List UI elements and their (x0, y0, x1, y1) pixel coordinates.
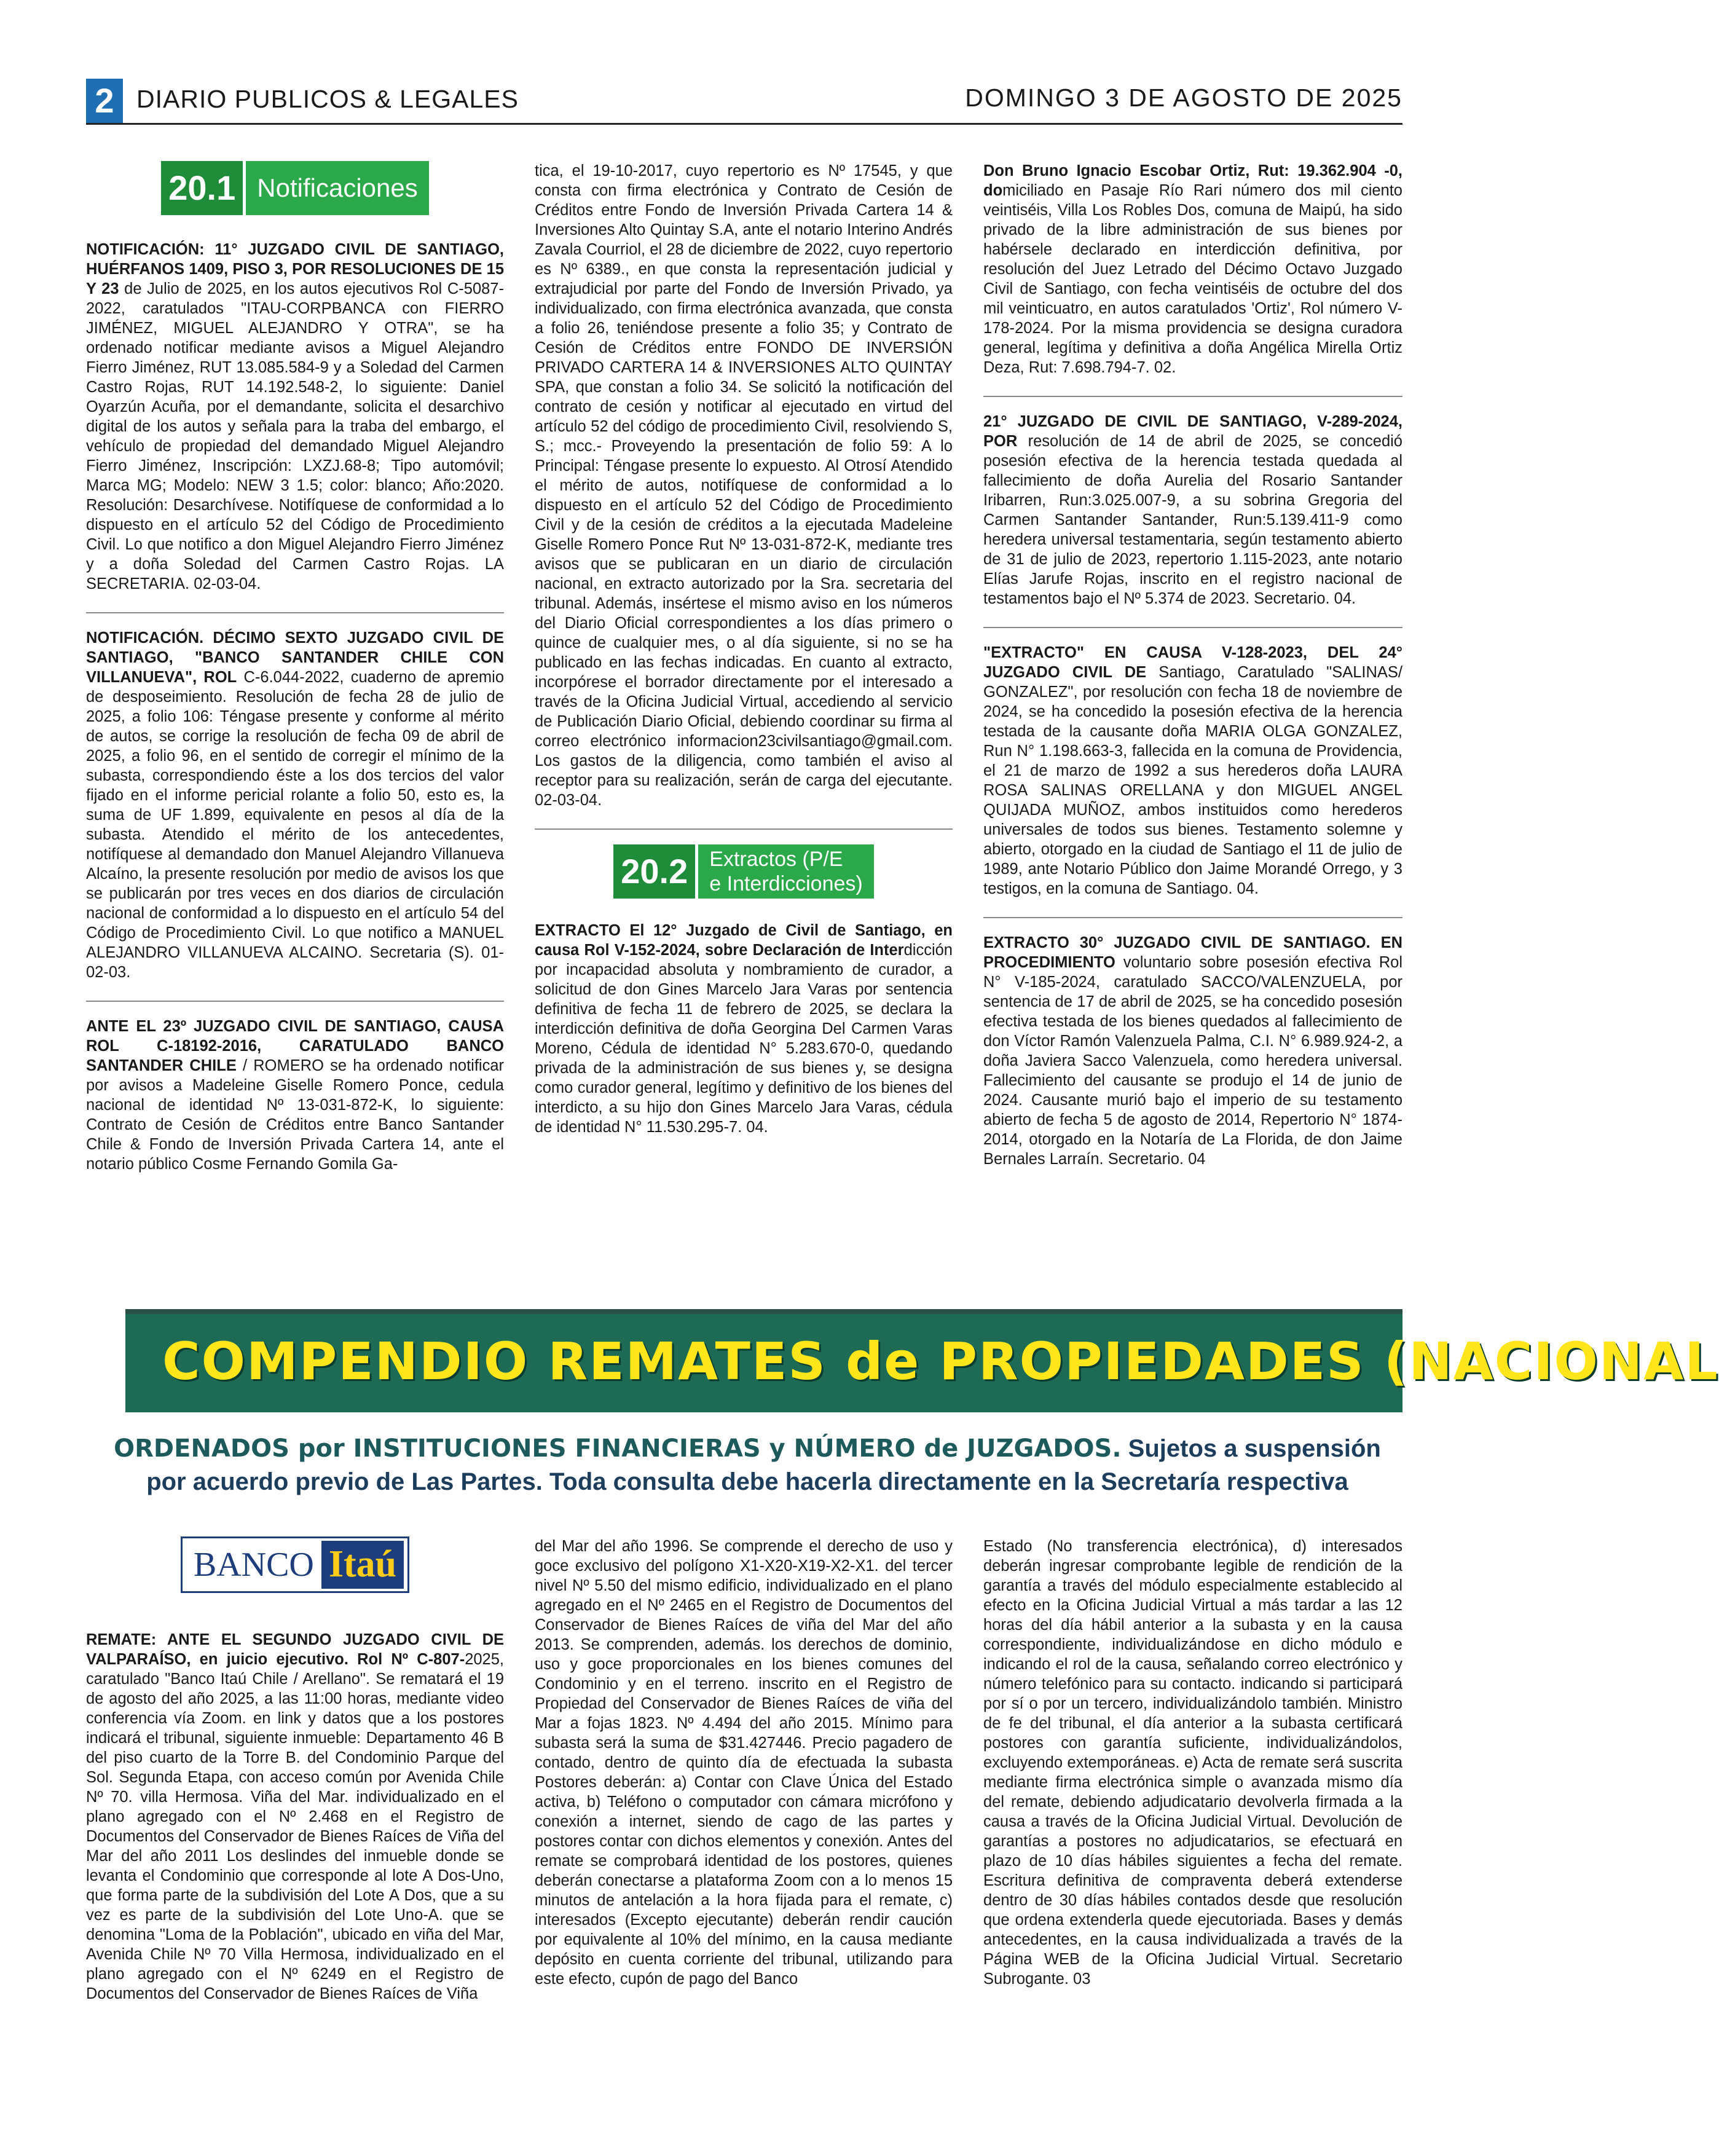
section-title: Notificaciones (243, 161, 428, 215)
page-number: 2 (86, 79, 123, 123)
notice-item (983, 643, 1402, 899)
column-5 (535, 1536, 953, 2007)
logo-frame (181, 1536, 409, 1593)
notice-heading: NOTIFICACIÓN. DÉCIMO SEXTO JUZGADO CIVIL DE SANTIAGO, "BANCO SANTANDER CHILE CON VILLANUEVA", ROL (86, 629, 504, 686)
divider (86, 1001, 504, 1002)
notice-heading: EXTRACTO El 12° Juzgado de Civil de Santiago, en causa Rol V-152-2024, sobre Declaración de Inter (535, 922, 953, 959)
notice-item (983, 412, 1402, 608)
section-badge-20-2 (535, 844, 953, 899)
notice-body: resolución de 14 de abril de 2025, se concedió posesión efectiva de la herencia testada quedada al fallecimiento de doña Aurelia del Rosario Santander Iribarren, Run:3.025.007-9, a su sobrina Gregoria del Carmen Santander Santander, Run:5.139.411-9 como heredera universal testamentaria, según testamento abierto de 31 de julio de 2023, repertorio 1.115-2023, ante notario Elías Jarufe Rojas, inscrito en el registro nacional de testamentos bajo el Nº 5.374 de 2023. Secretario. 04. (983, 433, 1402, 607)
column-1 (86, 161, 504, 1192)
header-rule (86, 123, 1402, 125)
notice-item (983, 161, 1402, 377)
notice-item (86, 240, 504, 594)
notice-heading: REMATE: ANTE EL SEGUNDO JUZGADO CIVIL DE VALPARAÍSO, en juicio ejecutivo. Rol Nº C-807- (86, 1631, 504, 1668)
notice-heading: EXTRACTO 30° JUZGADO CIVIL DE SANTIAGO. EN PROCEDIMIENTO (983, 934, 1402, 971)
notice-heading: 21° JUZGADO DE CIVIL DE SANTIAGO, V-289-2024, POR (983, 413, 1402, 450)
notice-body: C-6.044-2022, cuaderno de apremio de desposeimiento. Resolución de fecha 28 de julio de 2025, a folio 106: Téngase presente y conforme al mérito de autos, se corrige la resolución de fecha 09 de abril de 2025, a folio 96, en el sentido de corregir el mínimo de la subasta, correspondiendo éste a los dos tercios del valor fijado en el informe pericial rolante a folio 50, esto es, la suma de UF 1.899, equivalente en pesos al día de la subasta. Atendido el mérito de los antecedentes, notifíquese al demandado don Manuel Alejandro Villanueva Alcaíno, la presente resolución por medio de avisos los que se publicarán por tres veces en dos diarios de circulación nacional de conformidad a lo dispuesto en el artículo 54 del Código de Procedimiento Civil. Lo que notifico a MANUEL ALEJANDRO VILLANUEVA ALCAINO. Secretaria (S). 01-02-03. (86, 669, 505, 981)
column-4 (86, 1536, 504, 2022)
logo-word: BANCO (193, 1545, 314, 1584)
notice-body: 2025, caratulado "Banco Itaú Chile / Arellano". Se rematará el 19 de agosto del año 2025, a las 11:00 horas, mediante video conferencia vía Zoom. en link y datos que a los postores indicará el tribunal, siguiente inmueble: Departamento 46 B del piso cuarto de la Torre B. del Condominio Parque del Sol. Segunda Etapa, con acceso común por Avenida Chile Nº 70. villa Hermosa. Viña del Mar. individualizado en el plano agregado con el Nº 2.468 en el Registro de Documentos del Conservador de Bienes Raíces de Viña del Mar del año 2011 Los deslindes del inmueble donde se levanta el Condominio que corresponde al lote A Dos-Uno, que forma parte de la subdivisión del Lote A Dos, que a su vez es parte de la subdivisión del Lote Uno-A. que se denomina "Loma de la Población", ubicado en viña del Mar, Avenida Chile Nº 70 Villa Hermosa, individualizado en el plano agregado con el Nº 6249 en el Registro de Documentos del Conservador de Bienes Raíces de Viña (86, 1650, 504, 2002)
divider (86, 612, 504, 613)
notice-item (535, 921, 953, 1137)
publication-date: DOMINGO 3 DE AGOSTO DE 2025 (965, 84, 1402, 112)
notice-body: miciliado en Pasaje Río Rari número dos mil ciento veintiséis, Villa Los Robles Dos, comuna de Maipú, ha sido privado de la libre administración de sus bienes por habérsele declarado en interdicción definitiva, por resolución del Juez Letrado del Décimo Octavo Juzgado Civil de Santiago, con fecha veintiséis de octubre del dos mil veinticuatro, en autos caratulados 'Ortiz', Rol número V-178-2024. Por la misma providencia se designa curadora general, legítima y definitiva a doña Angélica Mirella Ortiz Deza, Rut: 7.698.794-7. 02. (983, 182, 1402, 376)
divider (535, 828, 953, 830)
column-6 (983, 1536, 1402, 2007)
divider (983, 917, 1402, 918)
column-3 (983, 161, 1402, 1187)
notice-body: de Julio de 2025, en los autos ejecutivos Rol C-5087- 2022, caratulados "ITAU-CORPBANCA con FIERRO JIMÉNEZ, MIGUEL ALEJANDRO Y OTRA", se ha ordenado notificar mediante avisos a Miguel Alejandro Fierro Jiménez, RUT 13.085.584-9 y a Soledad del Carmen Castro Rojas, RUT 14.192.548-2, lo siguiente: Daniel Oyarzún Acuña, por el demandante, solicita el desarchivo digital de los autos y señala para la traba del embargo, el vehículo de propiedad del demandado Miguel Alejandro Fierro Jiménez, Inscripción: LXZJ.68-8; Tipo automóvil; Marca MG; Modelo: NEW 3 1.5; color: blanco; Año:2020. Resolución: Desarchívese. Notifíquese de conformidad a lo dispuesto en el artículo 52 del Código de Procedimiento Civil. Lo que notifico a don Miguel Alejandro Fierro Jiménez y a doña Soledad del Carmen Castro Rojas. LA SECRETARIA. 02-03-04. (86, 280, 504, 592)
compendio-subtitle (92, 1432, 1402, 1498)
notice-heading: ANTE EL 23º JUZGADO CIVIL DE SANTIAGO, CAUSA ROL C-18192-2016, CARATULADO BANCO SANTANDER CHILE (86, 1018, 504, 1074)
compendio-subtitle-lead: ORDENADOS por INSTITUCIONES FINANCIERAS y NÚMERO de JUZGADOS. (114, 1434, 1122, 1463)
section-number: 20.1 (161, 161, 243, 215)
notice-item (86, 628, 504, 982)
section-title (695, 844, 873, 899)
publication-title: DIARIO PUBLICOS & LEGALES (136, 85, 519, 113)
compendio-banner (125, 1309, 1719, 1412)
auction-notice (86, 1630, 504, 2004)
notice-continuation: del Mar del año 1996. Se comprende el derecho de uso y goce exclusivo del polígono X1-X20-X19-X2-X1. del tercer nivel Nº 5.50 del mismo edificio, individualizado en el plano agregado en el Nº 2465 en el Registro de Documentos del Conservador de Bienes Raíces de viña del Mar del año 2013. Se comprenden, además. los derechos de dominio, uso y goce proporcionales en los bienes comunes del Condominio y en el terreno. inscrito en el Registro de Propiedad del Conservador de Bienes Raíces de viña del Mar a fojas 1823. Nº 4.494 del año 2015. Mínimo para subasta será la suma de $31.427446. Precio pagadero de contado, dentro de quinto día de efectuada la subasta Postores deberán: a) Contar con Clave Única del Estado activa, b) Teléfono o computador con cámara micrófono y conexión a internet, siendo de cago de las partes y postores contar con dichos elementos y conexión. Antes del remate se comprobará identidad de los postores, quienes deberán conectarse a plataforma Zoom con a lo menos 15 minutos de antelación a la hora fijada para el remate, c) interesados (Excepto ejecutante) deberán rendir caución por equivalente al 10% del mínimo, en la causa mediante depósito en cuenta corriente del tribunal, utilizando para este efecto, cupón de pago del Banco (535, 1538, 953, 1988)
notice-body: Santiago, Caratulado "SALINAS/ GONZALEZ", por resolución con fecha 18 de noviembre de 2024, se ha concedido la posesión efectiva de la herencia testada de la causante doña MARIA OLGA GONZALEZ, Run N° 1.198.663-3, fallecida en la comuna de Providencia, el 21 de marzo de 1992 a sus herederos doña LAURA ROSA SALINAS ORELLANA y don MIGUEL ANGEL QUIJADA MUÑOZ, ambos instituidos como herederos universales de todos sus bienes. Testamento solemne y abierto, otorgado en la ciudad de Santiago el 11 de julio de 1989, ante Notario Público don Jaime Morandé Orrego, y 3 testigos, en la comuna de Santiago. 04. (983, 664, 1402, 897)
logo-mark: Itaú (321, 1541, 404, 1589)
compendio-subtitle-rest: Sujetos a suspensión por acuerdo previo de Las Partes. Toda consulta debe hacerla directamente en la Secretaría respectiva (146, 1435, 1381, 1495)
notice-continuation: Estado (No transferencia electrónica), d) interesados deberán ingresar comprobante legible de rendición de la garantía a través del módulo especialmente establecido al efecto en la Oficina Judicial Virtual a más tardar a las 12 horas del día hábil anterior a la subasta y en la causa correspondiente, individualizándose en dicho módulo e indicando el rol de la causa, señalando correo electrónico y número telefónico para su contacto. indicando si participará por sí o por un tercero, individualizándolo también. Ministro de fe del tribunal, el día anterior a la subasta certificará postores con garantía suficiente, individualizándolos, excluyendo extemporáneas. e) Acta de remate será suscrita mediante firma electrónica simple o avanzada mismo día del remate, debiendo adjudicatario devolverla firmada a la causa a través de la Oficina Judicial Virtual. Devolución de garantías a postores no adjudicatarios, se efectuará en plazo de 10 días hábiles siguientes a fecha del remate. Escritura definitiva de compraventa deberá extenderse dentro de 30 días hábiles contados desde que resolución que ordena extenderla quede ejecutoriada. Bases y demás antecedentes, en la causa individualizada a través de la Página WEB de la Oficina Judicial Virtual. Secretario Subrogante. 03 (983, 1538, 1402, 1988)
notice-body: / ROMERO se ha ordenado notificar por avisos a Madeleine Giselle Romero Ponce, cedula nacional de identidad Nº 13-031-872-K, lo siguiente: Contrato de Cesión de Créditos entre Banco Santander Chile & Fondo de Inversión Privada Cartera 14, ante el notario público Cosme Fernando Gomila Ga- (86, 1057, 504, 1173)
notice-continuation: tica, el 19-10-2017, cuyo repertorio es Nº 17545, y que consta con firma electrónica y Contrato de Cesión de Créditos entre Fondo de Inversión Privada Cartera 14 & Inversiones Alto Quintay S.A, ante el notario Interino Andrés Zavala Courriol, el 28 de diciembre de 2022, cuyo repertorio es Nº 6389., en que consta la representación judicial y extrajudicial por parte del Fondo de Inversión Privado, ya individualizado, con firma electrónica avanzada, que consta a folio 26, teniéndose presente a folio 35; y Contrato de Cesión de Créditos entre FONDO DE INVERSIÓN PRIVADO CARTERA 14 & INVERSIONES ALTO QUINTAY SPA, que constan a folio 34. Se solicitó la notificación del contrato de cesión y notificar al ejecutado en virtud del artículo 52 del código de procedimiento Civil, resolviendo S, S.; mcc.- Proveyendo la presentación de folio 59: A lo Principal: Téngase presente lo expuesto. Al Otrosí Atendido el mérito de autos, notifíquese de conformidad a lo dispuesto en el artículo 52 del Código de Procedimiento Civil y de la cesión de créditos a la ejecutada Madeleine Giselle Romero Ponce Rut Nº 13-031-872-K, mediante tres avisos que se publicaran en un diario de circulación nacional, en extracto autorizado por la Sra. secretaria del tribunal. Además, insértese el mismo aviso en los números del Diario Oficial correspondientes a los días primero o quince de cualquier mes, o al día siguiente, si no se ha publicado en las fechas indicadas. En cuanto al extracto, incorpórese el borrador directamente por el interesado a través de la Oficina Judicial Virtual, accediendo al servicio de Publicación Diario Oficial, debiendo coordinar su firma al correo electrónico informacion23civilsantiago@gmail.com. Los gastos de la diligencia, como también el aviso al receptor para su realización, serán de carga del ejecutante. 02-03-04. (535, 162, 953, 809)
compendio-banner-title: COMPENDIO REMATES de PROPIEDADES (NACIONAL (162, 1331, 1719, 1391)
notice-heading: Don Bruno Ignacio Escobar Ortiz, Rut: 19.362.904 -0, do (983, 162, 1402, 199)
divider (983, 396, 1402, 397)
section-number: 20.2 (613, 844, 695, 899)
notice-body: dicción por incapacidad absoluta y nombramiento de curador, a solicitud de don Gines Marcelo Jara Varas por sentencia definitiva de fecha 11 de febrero de 2025, se declara la interdicción definitiva de doña Georgina Del Carmen Varas Moreno, Cédula de identidad N° 5.283.670-0, quedando privada de la administración de sus bienes y, se designa como curador general, legítimo y definitivo de los bienes del interdicto, a su hijo don Gines Marcelo Jara Varas, cédula de identidad N° 11.530.295-7. 04. (535, 942, 953, 1136)
notice-heading: "EXTRACTO" EN CAUSA V-128-2023, DEL 24° JUZGADO CIVIL DE (983, 644, 1402, 681)
banco-itau-logo (86, 1536, 504, 1593)
divider (983, 627, 1402, 628)
notice-heading: NOTIFICACIÓN: 11° JUZGADO CIVIL DE SANTIAGO, HUÉRFANOS 1409, PISO 3, POR RESOLUCIONES DE 15 Y 23 (86, 241, 504, 297)
notice-item (86, 1017, 504, 1174)
section-title-line1: Extractos (P/E (709, 848, 843, 871)
notice-item (983, 933, 1402, 1169)
column-2 (535, 161, 953, 1155)
notice-body: voluntario sobre posesión efectiva Rol N° V-185-2024, caratulado SACCO/VALENZUELA, por sentencia de 17 de abril de 2025, se ha concedido posesión efectiva testada de los bienes quedados al fallecimiento de don Víctor Ramón Valenzuela Palma, C.I. N° 6.989.924-2, a doña Javiera Sacco Valenzuela, como heredera universal. Fallecimiento del causante se produjo el 14 de junio de 2024. Causante murió bajo el imperio de su testamento abierto de fecha 5 de agosto de 2014, Repertorio N° 1874-2014, otorgado en la Notaría de La Florida, de don Jaime Bernales Larraín. Secretario. 04 (983, 954, 1402, 1168)
section-badge-20-1 (86, 161, 504, 215)
section-title-line2: e Interdicciones) (709, 872, 863, 895)
